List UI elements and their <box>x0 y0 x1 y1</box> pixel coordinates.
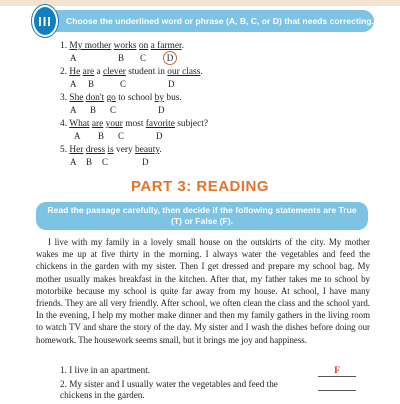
option-b[interactable]: B <box>88 79 95 89</box>
statement-row <box>60 365 370 377</box>
question-sentence <box>60 92 380 104</box>
option-c[interactable]: C <box>140 53 147 63</box>
underlined-phrase: He <box>69 67 81 77</box>
underlined-phrase: are <box>91 119 104 129</box>
underlined-phrase: beauty <box>135 145 160 155</box>
option-d[interactable]: D <box>156 131 163 141</box>
underlined-phrase: on <box>138 41 149 51</box>
option-letters <box>60 78 380 91</box>
true-false-statements <box>60 365 370 404</box>
underlined-phrase: a farmer <box>150 41 182 51</box>
statement-text: 2. My sister and I usually water the vegetables and feed the chickens in the garden. <box>60 378 278 401</box>
underlined-phrase: Her <box>69 145 84 155</box>
top-decorative-band <box>0 0 400 6</box>
sentence-text: bus. <box>164 93 182 103</box>
option-b[interactable]: B <box>118 53 125 63</box>
option-b[interactable]: B <box>86 157 93 167</box>
option-letters <box>60 104 380 117</box>
sentence-text: a <box>94 67 103 77</box>
question-number: 1. <box>60 41 70 51</box>
sentence-text: . <box>200 67 203 77</box>
sentence-text: . <box>181 41 184 51</box>
section-numeral-badge: III <box>32 5 58 37</box>
option-d[interactable]: D <box>142 157 149 167</box>
option-a[interactable]: A <box>70 157 77 167</box>
section-header-bar <box>36 10 374 32</box>
reading-passage: I live with my family in a lovely small house on the outskirts of the city. My mother wakes me up at five thirty in the morning. I always water the vegetables and feed the chickens in the garden with my sister. Then I get dressed and prepare my school bag. My mother usually makes breakfast in the kitchen. After that, my father takes me to school by motorbike because my school is quite far away from my house. At school, I have many friends. They are all very friendly. After school, we often clean the class and the school yard. In the evening, I help my mother make dinner and then my family gathers in the living room to watch TV and share the story of the day. My sister and I wash the dishes before doing our homework. The housework seems small, but it brings me joy and happiness. <box>36 237 370 345</box>
question-sentence <box>60 144 380 156</box>
underlined-phrase: is <box>107 145 114 155</box>
question-number: 4. <box>60 119 70 129</box>
underlined-phrase: are <box>82 67 95 77</box>
option-letters <box>60 130 380 143</box>
reading-instruction: Read the passage carefully, then decide if the following statements are True (T) or False (F). <box>36 202 368 230</box>
sentence-text: to school <box>115 93 155 103</box>
answer-blank[interactable]: F <box>318 365 356 377</box>
underlined-phrase: dress <box>85 145 106 155</box>
question-sentence <box>60 66 380 78</box>
underlined-phrase: your <box>105 119 123 129</box>
error-correction-exercise <box>60 40 380 170</box>
option-letters <box>60 52 380 65</box>
question-item <box>60 92 380 118</box>
option-b[interactable]: B <box>90 105 97 115</box>
option-a[interactable]: A <box>70 53 77 63</box>
question-item <box>60 40 380 66</box>
answer-blank[interactable] <box>318 379 356 391</box>
sentence-text: most <box>122 119 146 129</box>
option-c[interactable]: C <box>110 105 117 115</box>
option-d[interactable]: D <box>168 79 175 89</box>
question-item <box>60 144 380 170</box>
statement-text: 1. I live in an apartment. <box>60 365 151 375</box>
option-a[interactable]: A <box>74 131 81 141</box>
question-item <box>60 66 380 92</box>
question-sentence <box>60 40 380 52</box>
underlined-phrase: My mother <box>69 41 112 51</box>
question-item <box>60 118 380 144</box>
sentence-text: subject? <box>174 119 208 129</box>
part-title: PART 3: READING <box>130 178 270 195</box>
underlined-phrase: clever <box>102 67 126 77</box>
sentence-text: student in <box>125 67 168 77</box>
option-c[interactable]: C <box>120 79 127 89</box>
sentence-text: very <box>113 145 136 155</box>
circled-option-d[interactable]: D <box>163 51 177 65</box>
underlined-phrase: She <box>69 93 84 103</box>
underlined-phrase: our class <box>167 67 201 77</box>
option-a[interactable]: A <box>70 79 77 89</box>
underlined-phrase: favorite <box>145 119 175 129</box>
underlined-phrase: What <box>69 119 90 129</box>
question-sentence <box>60 118 380 130</box>
question-number: 3. <box>60 93 70 103</box>
sentence-text: . <box>159 145 162 155</box>
question-number: 5. <box>60 145 70 155</box>
option-c[interactable]: C <box>102 157 109 167</box>
option-a[interactable]: A <box>70 105 77 115</box>
option-b[interactable]: B <box>98 131 105 141</box>
underlined-phrase: don't <box>85 93 105 103</box>
option-letters <box>60 156 380 169</box>
option-d[interactable]: D <box>158 105 165 115</box>
option-c[interactable]: C <box>118 131 125 141</box>
statement-row <box>60 379 370 402</box>
underlined-phrase: by <box>154 93 165 103</box>
question-number: 2. <box>60 67 70 77</box>
underlined-phrase: go <box>106 93 116 103</box>
underlined-phrase: works <box>113 41 137 51</box>
section-instruction: Choose the underlined word or phrase (A, B, C, or D) that needs correcting. <box>66 16 374 26</box>
